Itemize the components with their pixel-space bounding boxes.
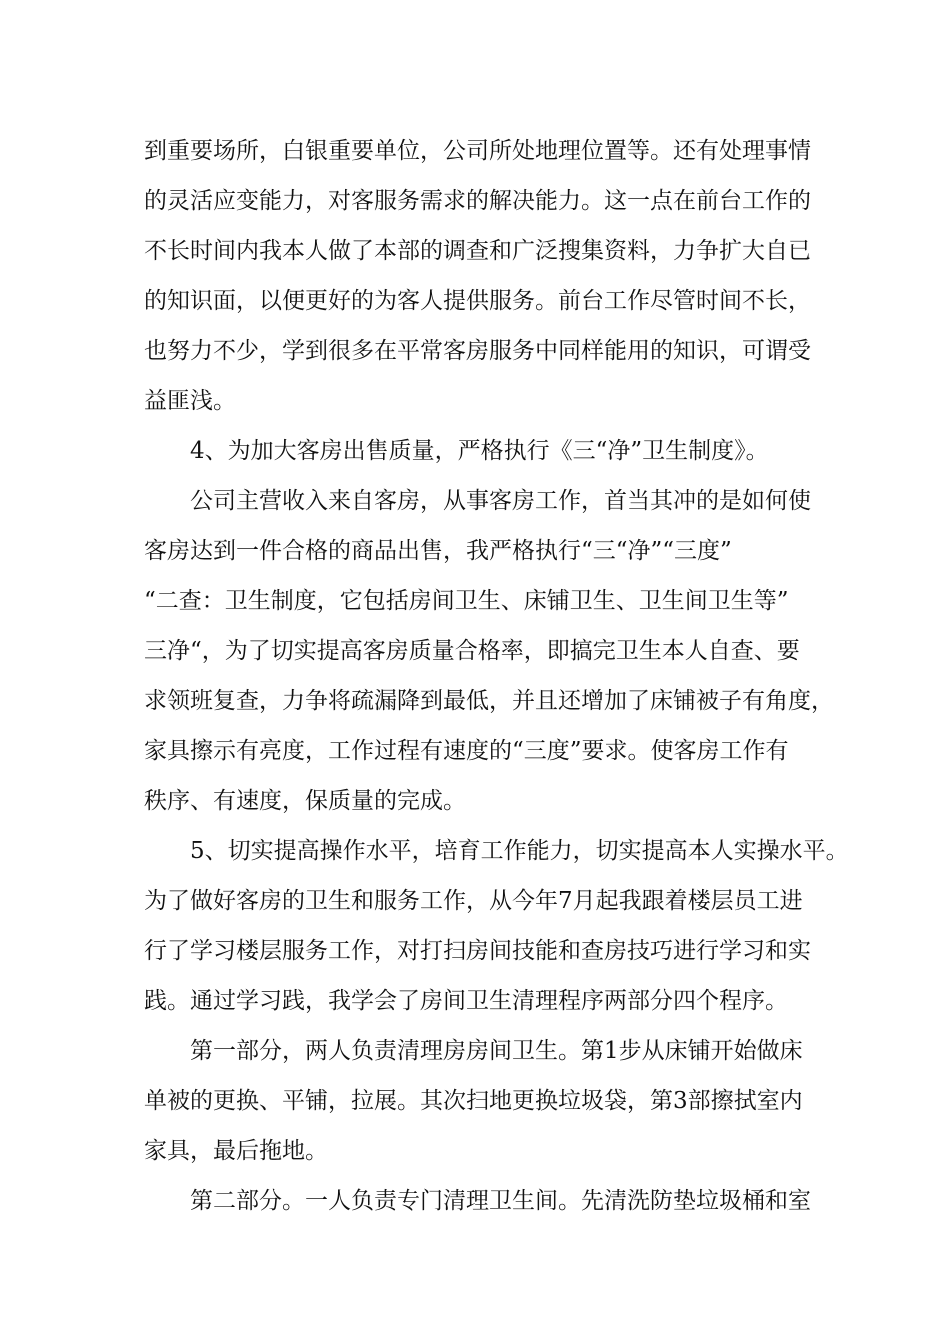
- text-line-15: 5、切实提高操作水平，培育工作能力，切实提高本人实操水平。: [190, 838, 849, 864]
- text-line-20: 单被的更换、平铺，拉展。其次扫地更换垃圾袋，第3部擦拭室内: [144, 1088, 803, 1114]
- text-line-21: 家具，最后拖地。: [144, 1138, 328, 1164]
- text-line-8: 公司主营收入来自客房，从事客房工作，首当其冲的是如何使: [190, 488, 811, 514]
- text-line-12: 求领班复查，力争将疏漏降到最低，并且还增加了床铺被子有角度，: [144, 688, 834, 714]
- text-line-17: 行了学习楼层服务工作，对打扫房间技能和查房技巧进行学习和实: [144, 938, 811, 964]
- text-line-9: 客房达到一件合格的商品出售，我严格执行“三“净”“三度”: [144, 538, 732, 564]
- text-line-14: 秩序、有速度，保质量的完成。: [144, 788, 466, 814]
- text-line-2: 的灵活应变能力，对客服务需求的解决能力。这一点在前台工作的: [144, 188, 811, 214]
- text-line-11: 三净“，为了切实提高客房质量合格率，即搞完卫生本人自查、要: [144, 638, 800, 664]
- text-line-6: 益匪浅。: [144, 388, 236, 414]
- text-line-13: 家具擦示有亮度，工作过程有速度的“三度”要求。使客房工作有: [144, 738, 789, 764]
- text-line-19: 第一部分，两人负责清理房房间卫生。第1步从床铺开始做床: [190, 1038, 803, 1064]
- text-line-10: “二查：卫生制度，它包括房间卫生、床铺卫生、卫生间卫生等”: [144, 588, 789, 614]
- text-line-4: 的知识面，以便更好的为客人提供服务。前台工作尽管时间不长，: [144, 288, 811, 314]
- text-line-3: 不长时间内我本人做了本部的调查和广泛搜集资料，力争扩大自已: [144, 238, 811, 264]
- text-line-22: 第二部分。一人负责专门清理卫生间。先清洗防垫垃圾桶和室: [190, 1188, 811, 1214]
- text-line-5: 也努力不少，学到很多在平常客房服务中同样能用的知识，可谓受: [144, 338, 811, 364]
- text-line-1: 到重要场所，白银重要单位，公司所处地理位置等。还有处理事情: [144, 138, 811, 164]
- text-line-18: 践。通过学习践，我学会了房间卫生清理程序两部分四个程序。: [144, 988, 788, 1014]
- text-line-16: 为了做好客房的卫生和服务工作，从今年7月起我跟着楼层员工进: [144, 888, 803, 914]
- text-line-7: 4、为加大客房出售质量，严格执行《三“净”卫生制度》。: [190, 438, 769, 464]
